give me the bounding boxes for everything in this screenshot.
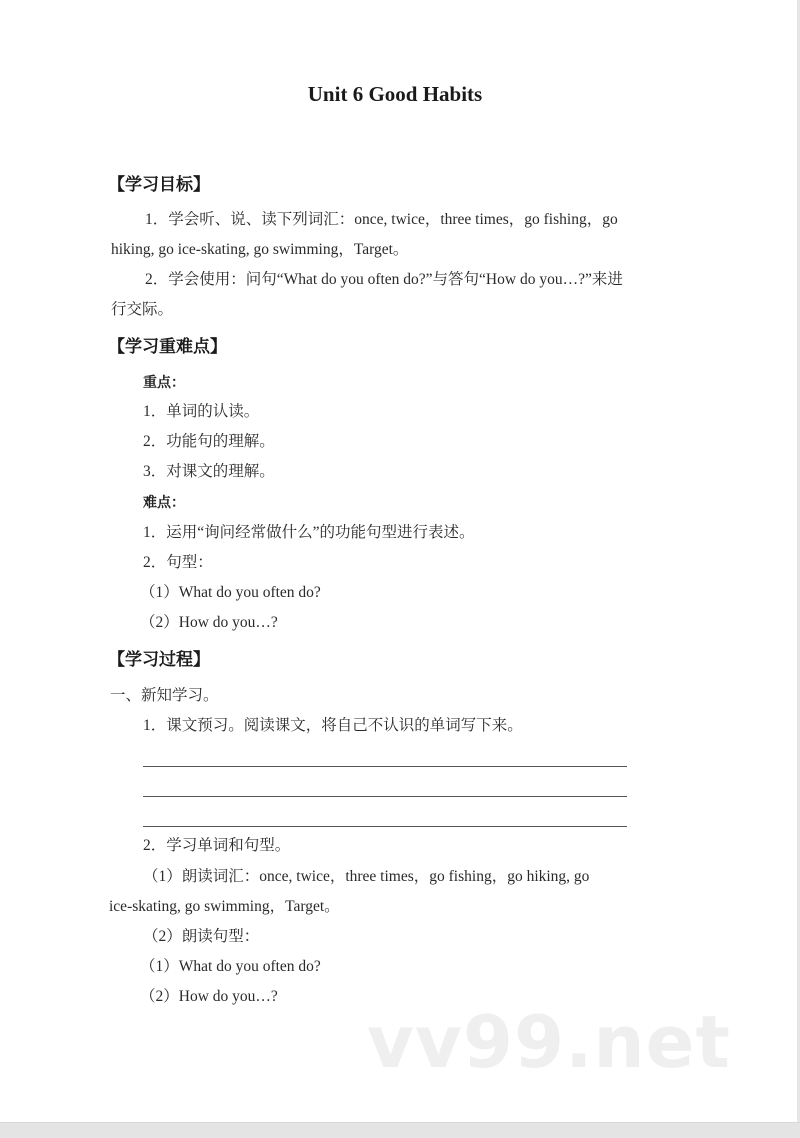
- step2-text: 2．学习单词和句型。: [143, 837, 291, 854]
- focus-item-1: 1．单词的认读。: [143, 403, 260, 420]
- heading-key-points: 【学习重难点】: [108, 337, 227, 357]
- difficulty-sentence-1: （1）What do you often do?: [140, 584, 321, 601]
- sentences-label: （2）朗读句型：: [143, 928, 260, 945]
- heading-objectives: 【学习目标】: [108, 175, 210, 195]
- objective-1-line1: 1．学会听、说、读下列词汇：once, twice，three times，go fishing，go: [145, 211, 618, 228]
- focus-label: 重点：: [143, 375, 185, 391]
- vocab-line2: ice-skating, go swimming，Target。: [109, 898, 340, 915]
- difficulty-item-1: 1．运用“询问经常做什么”的功能句型进行表述。: [143, 524, 475, 541]
- document-title: Unit 6 Good Habits: [307, 82, 483, 106]
- objective-1-line2: hiking, go ice-skating, go swimming，Target。: [111, 241, 409, 258]
- sentence-2: （2）How do you…?: [140, 988, 278, 1005]
- page-edge-bottom: [0, 1122, 800, 1138]
- difficulty-sentence-2: （2）How do you…?: [140, 614, 278, 631]
- sentence-1: （1）What do you often do?: [140, 958, 321, 975]
- difficulty-label: 难点：: [143, 495, 185, 511]
- part1-label: 一、新知学习。: [110, 687, 219, 704]
- step1-text: 1．课文预习。阅读课文，将自己不认识的单词写下来。: [143, 717, 523, 734]
- answer-line-1[interactable]: [143, 766, 627, 767]
- objective-2-line1: 2．学会使用：问句“What do you often do?”与答句“How do you…?”来进: [145, 271, 623, 288]
- watermark: vv99.net: [367, 1000, 731, 1084]
- vocab-line1: （1）朗读词汇：once, twice，three times，go fishing，go hiking, go: [143, 868, 590, 885]
- focus-item-2: 2．功能句的理解。: [143, 433, 275, 450]
- difficulty-item-2: 2．句型：: [143, 554, 213, 571]
- answer-line-3[interactable]: [143, 826, 627, 827]
- heading-process: 【学习过程】: [108, 650, 210, 670]
- answer-line-2[interactable]: [143, 796, 627, 797]
- focus-item-3: 3．对课文的理解。: [143, 463, 275, 480]
- objective-2-line2: 行交际。: [111, 301, 174, 318]
